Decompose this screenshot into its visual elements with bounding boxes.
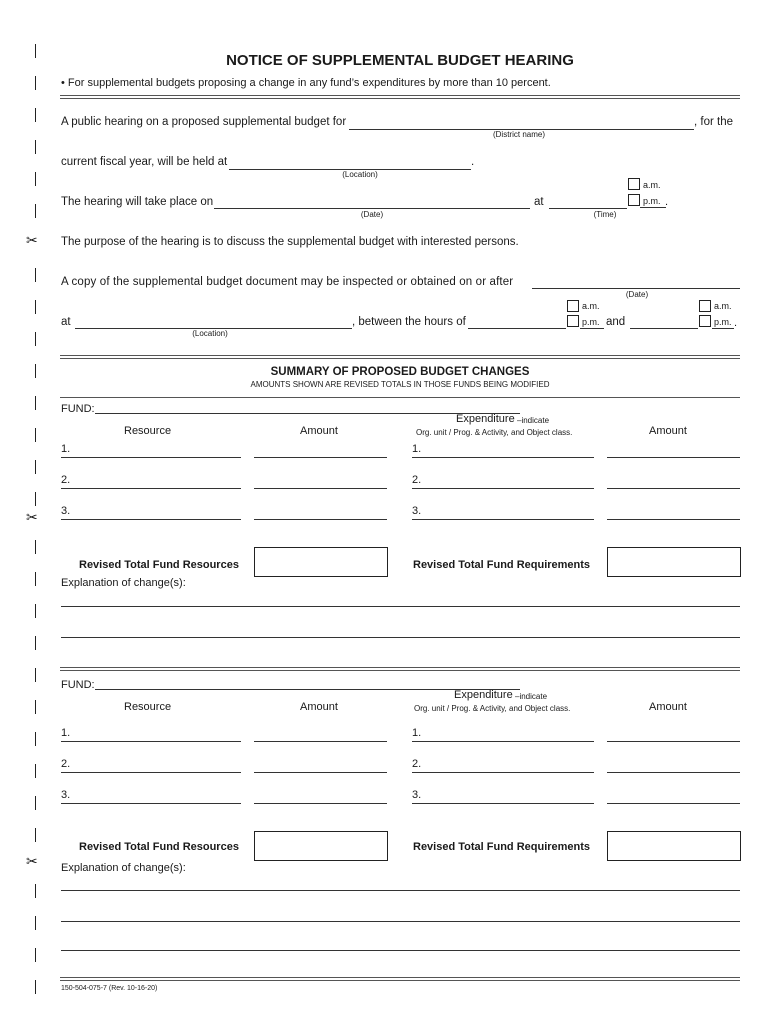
summary-subtitle: AMOUNTS SHOWN ARE REVISED TOTALS IN THOSE FUNDS BEING MODIFIED (250, 380, 550, 389)
row-number: 1. (412, 727, 422, 739)
and-label: and (606, 316, 626, 328)
cut-tick (35, 364, 36, 378)
end-pm-checkbox[interactable] (699, 315, 711, 327)
cut-tick (35, 668, 36, 682)
cut-tick (35, 300, 36, 314)
row-number: 2. (61, 474, 71, 486)
hearing-time-field[interactable] (549, 208, 627, 209)
resource-field[interactable] (61, 772, 241, 773)
am-label: a.m. (643, 180, 661, 190)
cut-tick (35, 572, 36, 586)
scissors-icon: ✂ (26, 853, 38, 869)
expenditure-field[interactable] (412, 488, 594, 489)
scissors-icon: ✂ (26, 232, 38, 248)
start-am-checkbox[interactable] (567, 300, 579, 312)
cut-tick (35, 332, 36, 346)
resource-field[interactable] (61, 803, 241, 804)
summary-title: SUMMARY OF PROPOSED BUDGET CHANGES (270, 366, 530, 378)
total-resources-box[interactable] (254, 547, 388, 577)
amount-header: Amount (300, 701, 338, 713)
cut-tick (35, 604, 36, 618)
fund-label: FUND: (61, 679, 95, 691)
explanation-label: Explanation of change(s): (61, 862, 186, 874)
resource-header: Resource (124, 701, 172, 713)
divider (60, 355, 740, 356)
cut-tick (35, 636, 36, 650)
row-number: 2. (412, 758, 422, 770)
at-label: at (534, 196, 544, 208)
cut-tick (35, 796, 36, 810)
row-number: 1. (412, 443, 422, 455)
row-number: 3. (412, 789, 422, 801)
cut-tick (35, 492, 36, 506)
date-caption: (Date) (360, 210, 384, 219)
scissors-icon: ✂ (26, 509, 38, 525)
hearing-line1-suffix: , for the (694, 116, 733, 128)
between-hours-label: , between the hours of (352, 316, 466, 328)
period: . (734, 317, 738, 329)
expenditure-amount-field[interactable] (607, 488, 740, 489)
row-number: 1. (61, 443, 71, 455)
explanation-line[interactable] (61, 606, 740, 607)
explanation-line[interactable] (61, 950, 740, 951)
row-number: 3. (412, 505, 422, 517)
expenditure-amount-field[interactable] (607, 457, 740, 458)
divider (60, 670, 740, 671)
expenditure-header: Expenditure (456, 413, 515, 425)
row-number: 3. (61, 789, 71, 801)
explanation-label: Explanation of change(s): (61, 577, 186, 589)
expenditure-field[interactable] (412, 772, 594, 773)
indicate-note: –indicate (517, 416, 550, 425)
cut-tick (35, 396, 36, 410)
start-am-label: a.m. (582, 301, 600, 311)
expenditure-amount-field[interactable] (607, 803, 740, 804)
expenditure-header: Expenditure (454, 689, 513, 701)
expenditure-amount-field[interactable] (607, 772, 740, 773)
resource-amount-field[interactable] (254, 519, 387, 520)
cut-tick (35, 980, 36, 994)
resource-amount-field[interactable] (254, 488, 387, 489)
hearing-line3-label: The hearing will take place on (61, 196, 214, 208)
resource-field[interactable] (61, 457, 241, 458)
expenditure-detail: Org. unit / Prog. & Activity, and Object class. (416, 428, 573, 437)
cut-tick (35, 916, 36, 930)
expenditure-field[interactable] (412, 457, 594, 458)
row-number: 2. (61, 758, 71, 770)
resource-amount-field[interactable] (254, 457, 387, 458)
expenditure-amount-field[interactable] (607, 741, 740, 742)
start-hour-field[interactable] (468, 328, 566, 329)
total-resources-label: Revised Total Fund Resources (79, 841, 239, 853)
total-requirements-label: Revised Total Fund Requirements (413, 841, 591, 853)
expenditure-detail: Org. unit / Prog. & Activity, and Object class. (414, 704, 571, 713)
resource-field[interactable] (61, 741, 241, 742)
row-number: 3. (61, 505, 71, 517)
amount-header: Amount (649, 701, 687, 713)
end-hour-field[interactable] (630, 328, 698, 329)
cut-tick (35, 108, 36, 122)
divider (60, 977, 740, 978)
cut-tick (35, 204, 36, 218)
form-number: 150-504-075-7 (Rev. 10-16-20) (61, 985, 158, 992)
hearing-date-field[interactable] (214, 208, 530, 209)
resource-amount-field[interactable] (254, 741, 387, 742)
divider (60, 397, 740, 398)
hearing-line2-label: current fiscal year, will be held at (61, 156, 228, 168)
cut-tick (35, 948, 36, 962)
fund-label: FUND: (61, 403, 95, 415)
period: . (665, 196, 669, 208)
divider (60, 358, 740, 359)
hearing-line1-label: A public hearing on a proposed supplemental budget for (61, 116, 347, 128)
amount-header: Amount (649, 425, 687, 437)
time-caption: (Time) (593, 210, 617, 219)
divider (60, 98, 740, 99)
cut-tick (35, 76, 36, 90)
resource-amount-field[interactable] (254, 772, 387, 773)
hearing-line2-suffix: . (471, 156, 475, 168)
total-requirements-box[interactable] (607, 547, 741, 577)
pm-checkbox[interactable] (628, 194, 640, 206)
row-number: 1. (61, 727, 71, 739)
resource-header: Resource (124, 425, 172, 437)
cut-tick (35, 540, 36, 554)
explanation-line[interactable] (61, 637, 740, 638)
total-requirements-box[interactable] (607, 831, 741, 861)
end-pm-label: p.m. (714, 317, 732, 327)
pm-label: p.m. (643, 196, 661, 206)
divider (60, 667, 740, 668)
expenditure-field[interactable] (412, 519, 594, 520)
cut-tick (35, 140, 36, 154)
copy-date-caption: (Date) (625, 290, 649, 299)
page-title: NOTICE OF SUPPLEMENTAL BUDGET HEARING (226, 52, 574, 69)
copy-at-label: at (61, 316, 71, 328)
expenditure-amount-field[interactable] (607, 519, 740, 520)
cut-tick (35, 428, 36, 442)
cut-tick (35, 44, 36, 58)
am-checkbox[interactable] (628, 178, 640, 190)
cut-tick (35, 884, 36, 898)
indicate-note: –indicate (515, 692, 548, 701)
cut-tick (35, 764, 36, 778)
cut-tick (35, 268, 36, 282)
divider (60, 95, 740, 96)
total-resources-label: Revised Total Fund Resources (79, 559, 239, 571)
row-number: 2. (412, 474, 422, 486)
resource-field[interactable] (61, 488, 241, 489)
copy-text: A copy of the supplemental budget document may be inspected or obtained on or after (61, 276, 514, 288)
total-requirements-label: Revised Total Fund Requirements (413, 559, 591, 571)
total-resources-box[interactable] (254, 831, 388, 861)
location-caption: (Location) (342, 170, 378, 179)
start-pm-label: p.m. (582, 317, 600, 327)
resource-amount-field[interactable] (254, 803, 387, 804)
cut-tick (35, 828, 36, 842)
copy-location-caption: (Location) (192, 329, 228, 338)
cut-tick (35, 732, 36, 746)
expenditure-field[interactable] (412, 741, 594, 742)
cut-tick (35, 700, 36, 714)
end-am-label: a.m. (714, 301, 732, 311)
copy-date-field[interactable] (532, 288, 740, 289)
cut-tick (35, 172, 36, 186)
start-pm-checkbox[interactable] (567, 315, 579, 327)
pm-underline (640, 207, 666, 208)
district-caption: (District name) (492, 130, 545, 139)
pm-underline (580, 328, 604, 329)
purpose-text: The purpose of the hearing is to discuss the supplemental budget with interested persons. (61, 236, 519, 248)
explanation-line[interactable] (61, 921, 740, 922)
pm-underline (712, 328, 734, 329)
amount-header: Amount (300, 425, 338, 437)
cut-tick (35, 460, 36, 474)
end-am-checkbox[interactable] (699, 300, 711, 312)
expenditure-field[interactable] (412, 803, 594, 804)
explanation-line[interactable] (61, 890, 740, 891)
divider (60, 980, 740, 981)
bullet-note: • For supplemental budgets proposing a change in any fund’s expenditures by more than 10 percent. (61, 77, 551, 89)
resource-field[interactable] (61, 519, 241, 520)
